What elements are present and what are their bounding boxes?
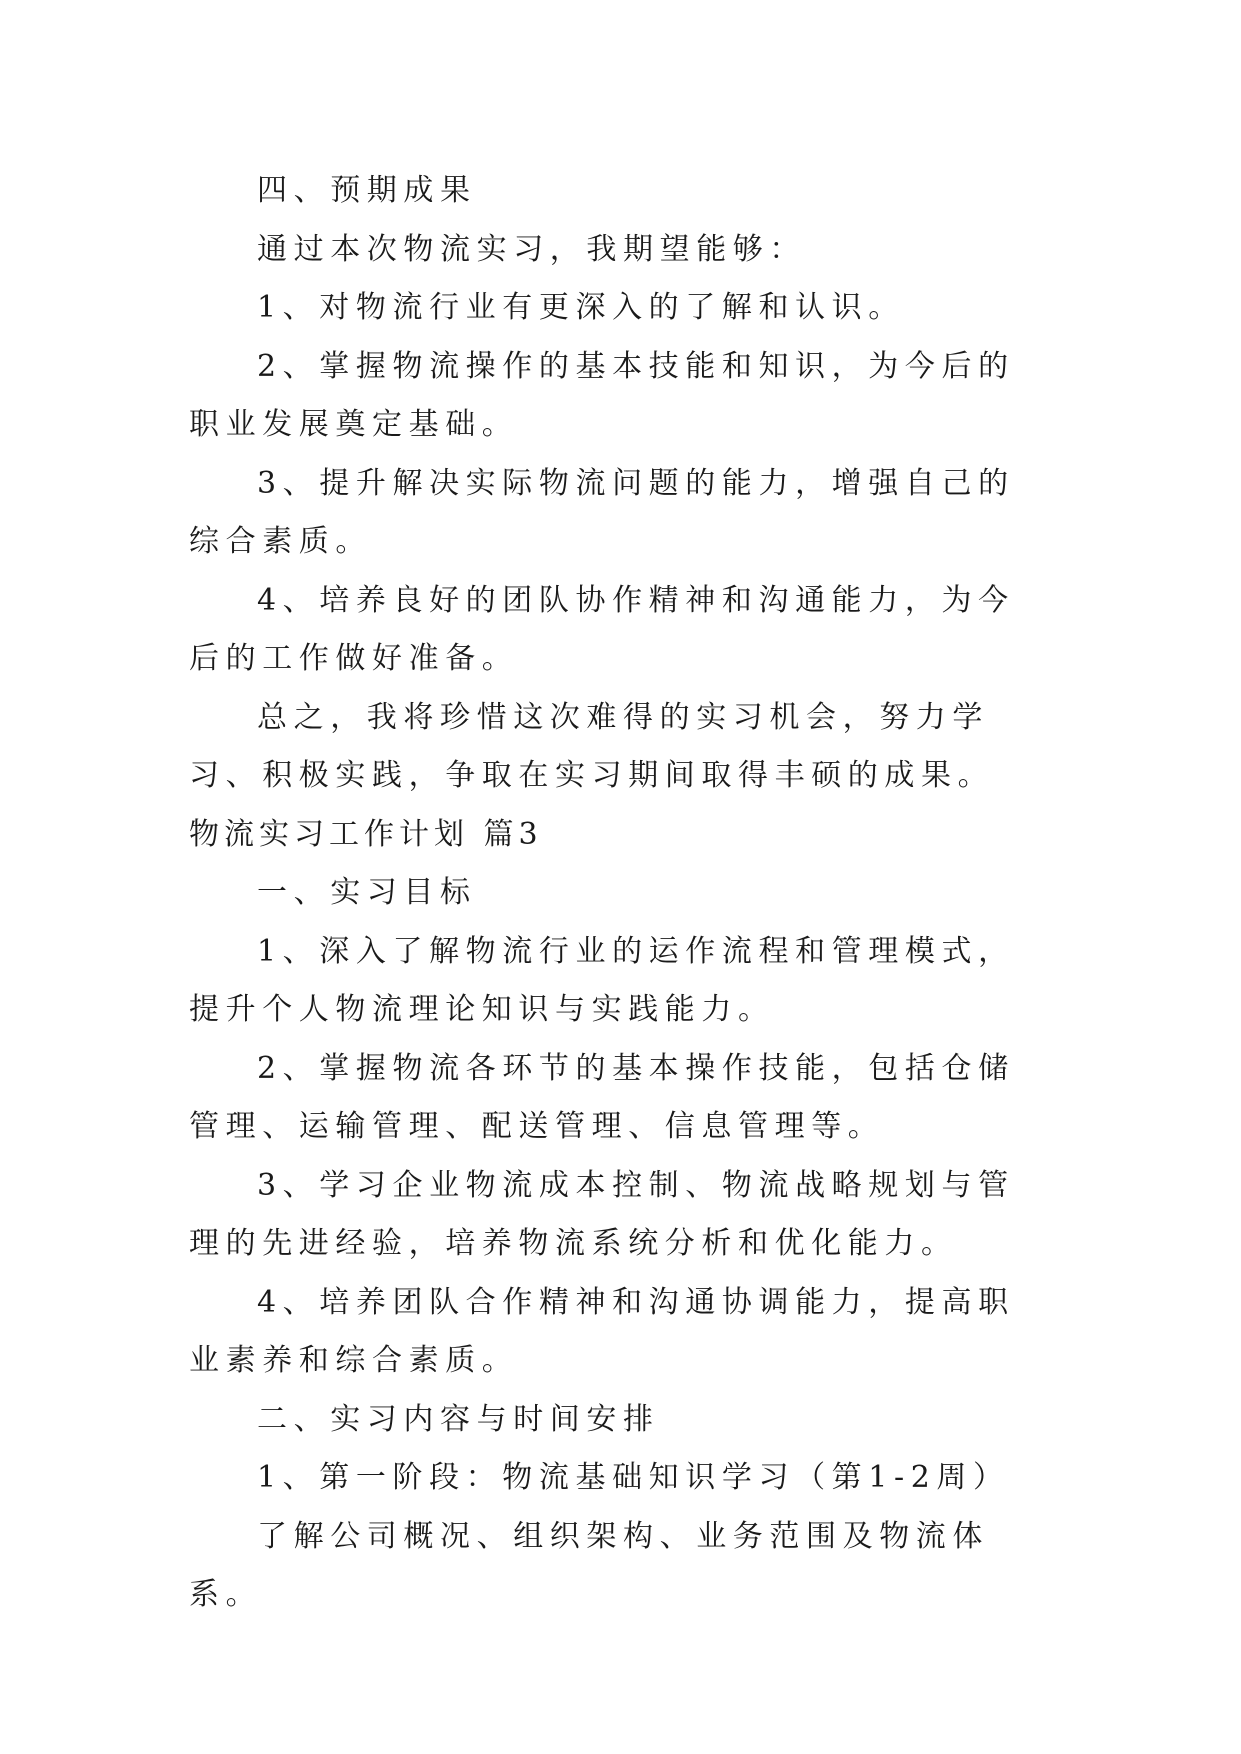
section-heading-expected-results: 四、预期成果 [257,173,477,208]
section-heading-content-schedule: 二、实习内容与时间安排 [257,1401,660,1437]
document-page [189,162,1051,1625]
list-item-1: 1、对物流行业有更深入的了解和认识。 [257,290,905,325]
phase-item-1: 1、第一阶段：物流基础知识学习（第1-2周） [257,1460,1010,1495]
phase-description: 了解公司概况、组织架构、业务范围及物流体系。 [189,1518,989,1612]
goal-item-2: 2、掌握物流各环节的基本操作技能，包括仓储管理、运输管理、配送管理、信息管理等。 [189,1050,1015,1144]
goal-item-4: 4、培养团队合作精神和沟通协调能力，提高职业素养和综合素质。 [189,1284,1015,1378]
list-item-2: 2、掌握物流操作的基本技能和知识，为今后的职业发展奠定基础。 [189,348,1015,442]
article-title: 物流实习工作计划 篇3 [189,816,543,852]
paragraph-summary: 总之，我将珍惜这次难得的实习机会，努力学习、积极实践，争取在实习期间取得丰硕的成果。 [189,699,995,793]
paragraph-intro: 通过本次物流实习，我期望能够： [257,231,806,267]
list-item-3: 3、提升解决实际物流问题的能力，增强自己的综合素质。 [189,465,1015,559]
section-heading-goals: 一、实习目标 [257,875,477,910]
list-item-4: 4、培养良好的团队协作精神和沟通能力，为今后的工作做好准备。 [189,582,1015,676]
goal-item-3: 3、学习企业物流成本控制、物流战略规划与管理的先进经验，培养物流系统分析和优化能力。 [189,1167,1015,1261]
goal-item-1: 1、深入了解物流行业的运作流程和管理模式，提升个人物流理论知识与实践能力。 [189,933,1015,1027]
